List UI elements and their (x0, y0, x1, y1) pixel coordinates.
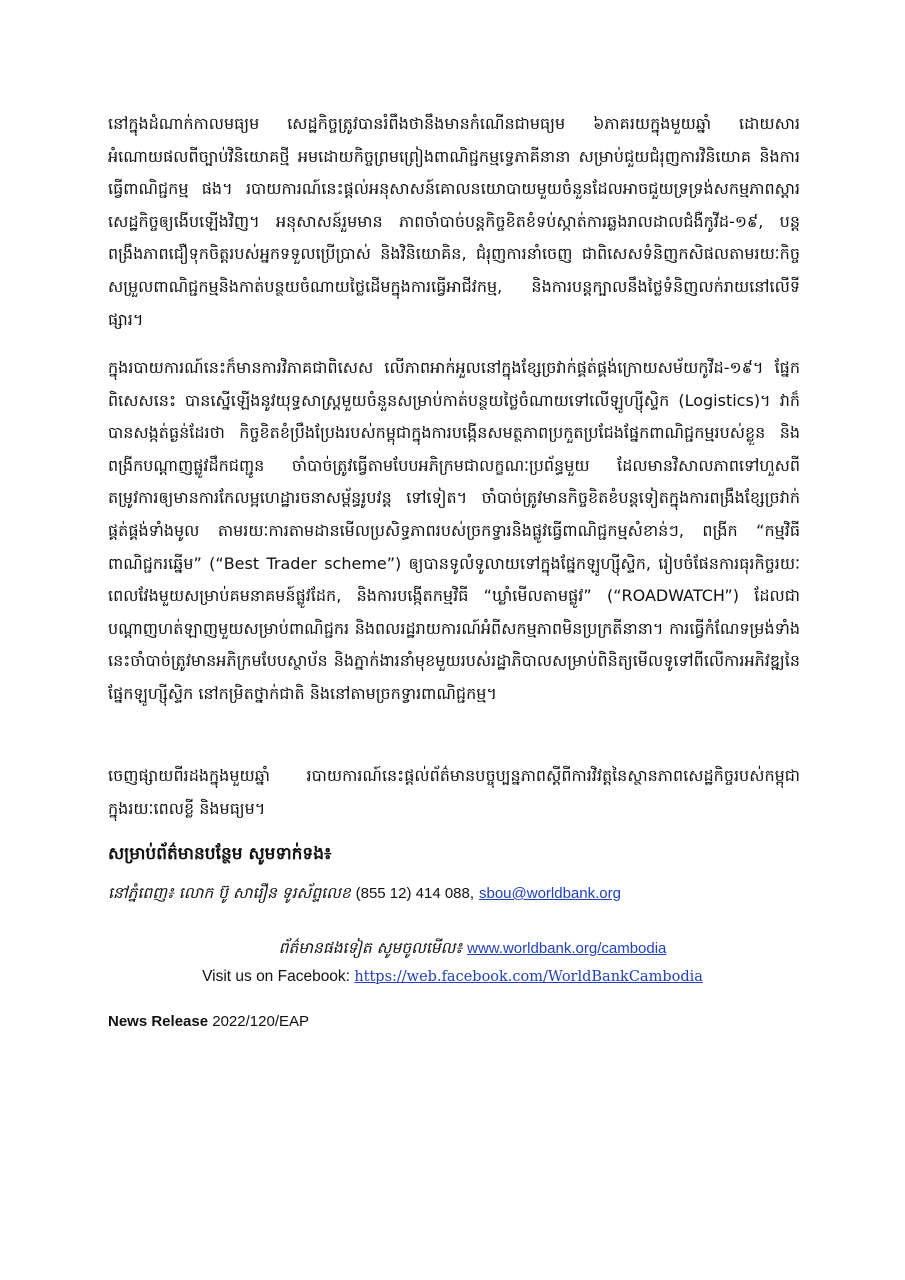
body-paragraph-outlook: នៅក្នុងដំណាក់កាលមធ្យម សេដ្ឋកិច្ចត្រូវបានរំពឹងថានឹងមានកំណើនជាមធ្យម ៦ភាគរយក្នុងមួយឆ្នាំ ដោយសារអំណោយផលពីច្បាប់វិនិយោគថ្មី អមដោយកិច្ចព្រមព្រៀងពាណិជ្ជកម្មទ្វេភាគីនានា សម្រាប់ជួយជំរុញការវិនិយោគ និងការធ្វើពាណិជ្ជកម្ម ផង។ របាយការណ៍នេះផ្តល់អនុសាសន៍គោលនយោបាយមួយចំនួនដែលអាចជួយទ្រទ្រង់សកម្មភាពស្តារសេដ្ឋកិច្ចឲ្យងើបឡើងវិញ។ អនុសាសន៍រួមមាន ភាពចាំបាច់បន្តកិច្ចខិតខំទប់ស្កាត់ការឆ្លងរាលដាលជំងឺកូវីដ-១៩, បន្តពង្រឹងភាពជឿទុកចិត្តរបស់អ្នកទទួលប្រើប្រាស់ និងវិនិយោគិន, ជំរុញការនាំចេញ ជាពិសេសទំនិញកសិផលតាមរយៈកិច្ចសម្រួលពាណិជ្ជកម្មនិងកាត់បន្ថយចំណាយថ្លៃដើមក្នុងការធ្វើអាជីវកម្ម, និងការបន្តក្បាលនឹងថ្លៃទំនិញលក់រាយនៅលើទីផ្សារ។ (108, 114, 800, 329)
contact-person-label: នៅភ្នំពេញ៖ លោក ប៊ូ សារឿន ទូរស័ព្ទលេខ (108, 884, 351, 902)
website-link[interactable]: www.worldbank.org/cambodia (467, 940, 667, 957)
contact-phone: (855 12) 414 088, (355, 885, 475, 902)
facebook-label: Visit us on Facebook: (202, 968, 350, 985)
website-line (0, 938, 905, 961)
contact-email-link[interactable]: sbou@worldbank.org (478, 885, 621, 902)
contact-line (108, 883, 808, 906)
website-label: ព័ត៌មានផងទៀត សូមចូលមើល៖ (278, 939, 463, 957)
facebook-link[interactable]: https://web.facebook.com/WorldBankCambodia (354, 969, 703, 985)
news-release-id (108, 1013, 309, 1030)
facebook-line (0, 968, 905, 986)
body-paragraph-frequency: ចេញផ្សាយពីរដងក្នុងមួយឆ្នាំ របាយការណ៍នេះផ្តល់ព័ត៌មានបច្ចុប្បន្នភាពស្តីពីការវិវត្តនៃស្ថានភាពសេដ្ឋកិច្ចរបស់កម្ពុជា ក្នុងរយៈពេលខ្លី និងមធ្យម។ (108, 766, 800, 818)
contact-heading: សម្រាប់ព័ត៌មានបន្ថែម សូមទាក់ទង៖ (108, 844, 332, 864)
body-paragraph-logistics: ក្នុងរបាយការណ៍នេះក៏មានការវិភាគជាពិសេស លើភាពអាក់អួលនៅក្នុងខ្សែច្រវាក់ផ្គត់ផ្គង់ក្រោយសម័យកូវីដ-១៩។ ផ្នែកពិសេសនេះ បានស្នើឡើងនូវយុទ្ធសាស្ត្រមួយចំនួនសម្រាប់កាត់បន្ថយថ្លៃចំណាយទៅលើឡូហ្ស៊ីស្ទិក (Logistics)។ វាក៏បានសង្កត់ធ្ងន់ដែរថា កិច្ចខិតខំប្រឹងប្រែងរបស់កម្ពុជាក្នុងការបង្កើនសមត្ថភាពប្រកួតប្រជែងផ្នែកពាណិជ្ជកម្មរបស់ខ្លួន និងពង្រីកបណ្តាញផ្លូវដឹកជញ្ជូន ចាំបាច់ត្រូវធ្វើតាមបែបអភិក្រមជាលក្ខណៈប្រព័ន្ធមួយ ដែលមានវិសាលភាពទៅហួសពីតម្រូវការឲ្យមានការកែលម្អហេដ្ឋារចនាសម្ព័ន្ធរូបវន្ត ទៅទៀត។ ចាំបាច់ត្រូវមានកិច្ចខិតខំបន្តទៀតក្នុងការពង្រឹងខ្សែច្រវាក់ផ្គត់ផ្គង់ទាំងមូល តាមរយៈការតាមដានមើលប្រសិទ្ធភាពរបស់ច្រកទ្វារនិងផ្លូវធ្វើពាណិជ្ជកម្មសំខាន់ៗ, ពង្រីក “កម្មវិធីពាណិជ្ជករឆ្នើម” (“Best Trader scheme”) ឲ្យបានទូលំទូលាយទៅក្នុងផ្នែកឡូហ្ស៊ីស្ទិក, រៀបចំផែនការធុរកិច្ចរយៈពេលវែងមួយសម្រាប់គមនាគមន៍ផ្លូវដែក, និងការបង្កើតកម្មវិធី “ឃ្លាំមើលតាមផ្លូវ” (“ROADWATCH”) ដែលជាបណ្តាញហត់ឡាញមួយសម្រាប់ពាណិជ្ជករ និងពលរដ្ឋរាយការណ៍អំពីសកម្មភាពមិនប្រក្រតីនានា។ ការធ្វើកំណែទម្រង់ទាំងនេះចាំបាច់ត្រូវមានអភិក្រមបែបស្ថាប័ន និងភ្នាក់ងារនាំមុខមួយរបស់រដ្ឋាភិបាលសម្រាប់ពិនិត្យមើលទូទៅពីលើការអភិវឌ្ឍនៃផ្នែកឡូហ្ស៊ីស្ទិក នៅកម្រិតថ្នាក់ជាតិ និងនៅតាមច្រកទ្វារពាណិជ្ជកម្ម។ (108, 358, 800, 703)
news-release-label: News Release (108, 1013, 209, 1030)
news-release-number: 2022/120/EAP (212, 1013, 309, 1030)
